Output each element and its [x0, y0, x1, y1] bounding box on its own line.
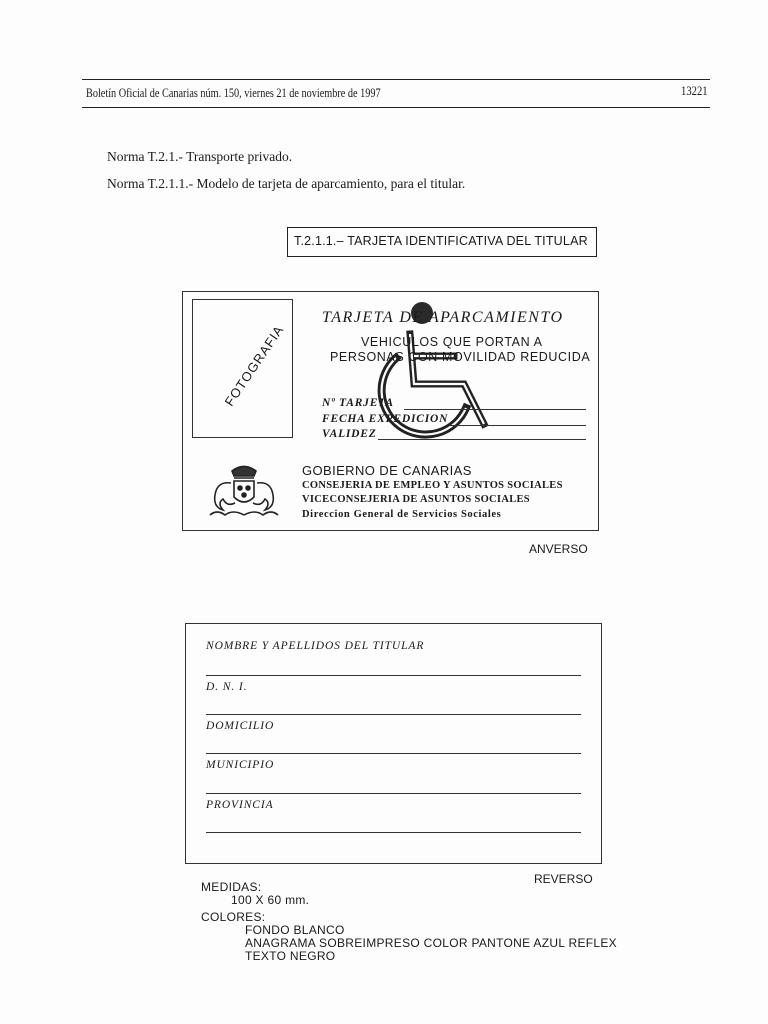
field-municipio: MUNICIPIO [206, 759, 275, 771]
reverso-label: REVERSO [534, 872, 593, 886]
norma-transporte-privado: Norma T.2.1.- Transporte privado. [107, 149, 293, 164]
section-title: T.2.1.1.– TARJETA IDENTIFICATIVA DEL TITULAR [294, 234, 588, 248]
field-dni: D. N. I. [206, 681, 248, 693]
field-line [206, 675, 581, 676]
department-consejeria: CONSEJERIA DE EMPLEO Y ASUNTOS SOCIALES [302, 480, 563, 491]
field-fecha-expedicion: FECHA EXPEDICION [322, 413, 449, 425]
field-line [206, 714, 581, 715]
field-validez: VALIDEZ [322, 428, 377, 440]
card-back [185, 623, 602, 864]
color-texto: TEXTO NEGRO [245, 949, 336, 963]
norma-modelo-tarjeta: Norma T.2.1.1.- Modelo de tarjeta de aparcamiento, para el titular. [107, 176, 466, 191]
color-fondo: FONDO BLANCO [245, 923, 345, 937]
header-bottom-rule [82, 107, 710, 108]
card-subtitle-2: PERSONAS CON MOVILIDAD REDUCIDA [330, 350, 591, 364]
section-title-box [287, 227, 597, 257]
government-name: GOBIERNO DE CANARIAS [302, 463, 472, 478]
department-direccion: Direccion General de Servicios Sociales [302, 509, 502, 520]
photo-label: FOTOGRAFIA [221, 322, 287, 409]
department-viceconsejeria: VICECONSEJERIA DE ASUNTOS SOCIALES [302, 494, 530, 505]
medidas-label: MEDIDAS: [201, 880, 262, 894]
field-line [404, 409, 586, 410]
coat-of-arms-icon [207, 463, 281, 521]
page-number: 13221 [681, 84, 708, 98]
field-provincia: PROVINCIA [206, 799, 274, 811]
header-top-rule [82, 79, 710, 80]
card-subtitle-1: VEHICULOS QUE PORTAN A [361, 335, 543, 349]
medidas-value: 100 X 60 mm. [231, 893, 310, 907]
colores-label: COLORES: [201, 910, 266, 924]
color-anagrama: ANAGRAMA SOBREIMPRESO COLOR PANTONE AZUL REFLEX [245, 936, 617, 950]
field-line [206, 753, 581, 754]
field-numero-tarjeta: Nº TARJETA [322, 397, 394, 409]
publication-header: Boletín Oficial de Canarias núm. 150, viernes 21 de noviembre de 1997 [86, 86, 381, 100]
card-title: TARJETA DE APARCAMIENTO [322, 309, 564, 326]
field-line [206, 832, 581, 833]
field-nombre-apellidos: NOMBRE Y APELLIDOS DEL TITULAR [206, 640, 425, 652]
field-line [450, 425, 586, 426]
field-line [206, 793, 581, 794]
anverso-label: ANVERSO [529, 542, 588, 556]
field-line [378, 439, 586, 440]
field-domicilio: DOMICILIO [206, 720, 275, 732]
